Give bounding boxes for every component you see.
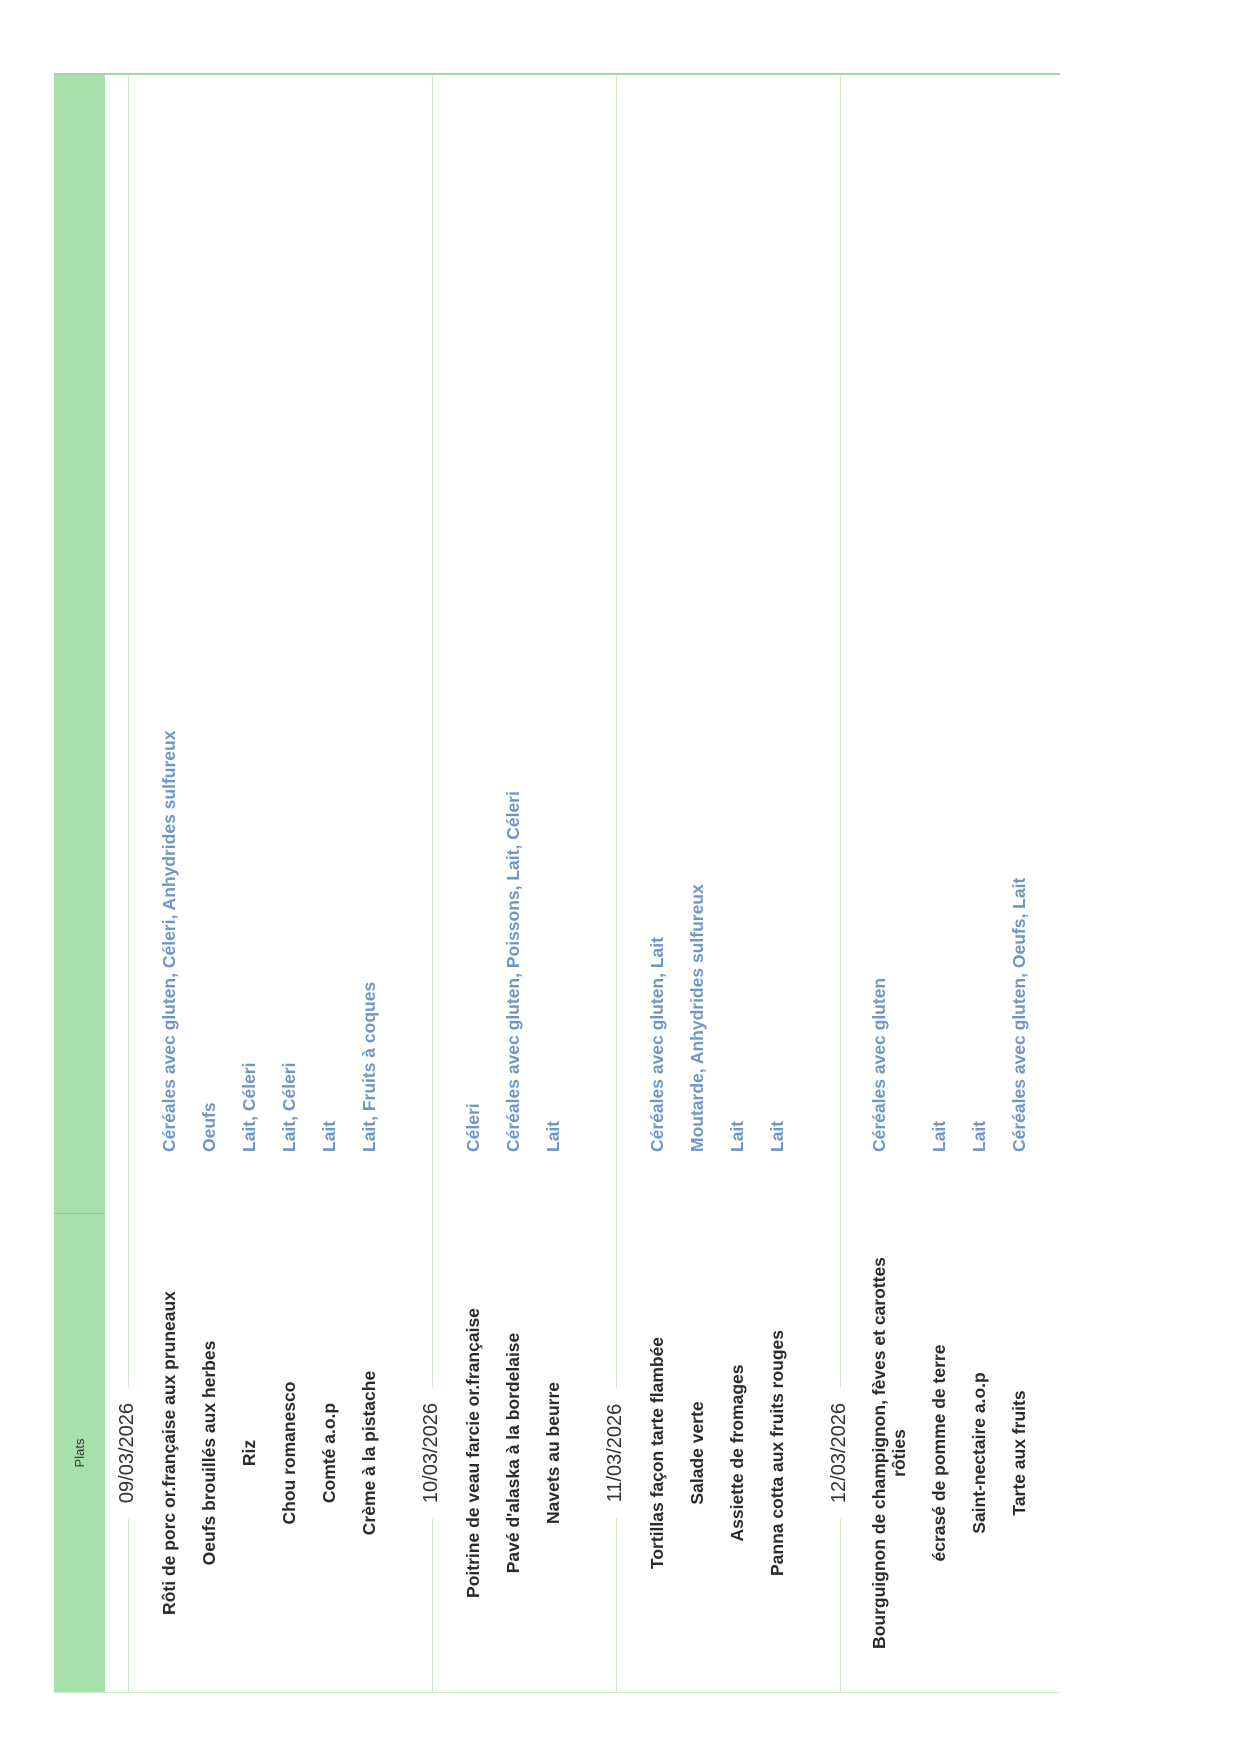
table-row <box>309 75 349 1692</box>
table-row <box>959 75 999 1692</box>
allergen-menu-table <box>54 73 1060 1693</box>
table-row <box>269 75 309 1692</box>
dish-name: Crème à la pistache <box>359 1370 379 1536</box>
dish-allergens: Céréales avec gluten, Céleri, Anhydrides sulfureux <box>159 730 179 1152</box>
dish-allergens: Lait, Céleri <box>279 1062 299 1152</box>
date-label: 09/03/2026 <box>116 1387 138 1519</box>
table-row <box>349 75 389 1692</box>
dish-name: Panna cotta aux fruits rouges <box>767 1329 787 1577</box>
table-row <box>861 75 919 1692</box>
dish-name: Chou romanesco <box>279 1381 299 1525</box>
table-row <box>999 75 1039 1692</box>
dish-name: Tarte aux fruits <box>1009 1390 1029 1516</box>
table-row <box>453 75 493 1692</box>
dish-name: Pavé d'alaska à la bordelaise <box>503 1332 523 1574</box>
date-cell <box>593 1214 639 1692</box>
day-group <box>817 75 1059 1692</box>
date-label: 10/03/2026 <box>420 1387 442 1519</box>
dish-allergens: Céréales avec gluten <box>869 977 889 1152</box>
table-row <box>533 75 573 1692</box>
day-group <box>593 75 817 1692</box>
dish-name: Tortillas façon tarte flambée <box>647 1336 667 1570</box>
table-body <box>105 75 1059 1692</box>
date-row <box>593 75 637 1692</box>
dish-allergens: Céréales avec gluten, Oeufs, Lait <box>1009 877 1029 1152</box>
date-label: 12/03/2026 <box>828 1387 850 1519</box>
table-row <box>717 75 757 1692</box>
dish-allergens: Lait <box>969 1120 989 1152</box>
dish-name: Bourguignon de champignon, fèves et carottes rôties <box>869 1257 909 1649</box>
dish-allergens: Moutarde, Anhydrides sulfureux <box>687 884 707 1152</box>
dish-name: Poitrine de veau farcie or.française <box>463 1308 483 1598</box>
table-row <box>229 75 269 1692</box>
dish-allergens: Lait <box>767 1120 787 1152</box>
dish-name: écrasé de pomme de terre <box>929 1344 949 1562</box>
header-column-divider <box>54 1213 105 1214</box>
dish-name: Riz <box>239 1439 259 1467</box>
date-row <box>105 75 149 1692</box>
date-cell <box>409 1214 455 1692</box>
table-row <box>493 75 533 1692</box>
dish-allergens: Lait, Céleri <box>239 1062 259 1152</box>
table-row <box>189 75 229 1692</box>
dish-allergens: Oeufs <box>199 1102 219 1152</box>
dish-name: Saint-nectaire a.o.p <box>969 1372 989 1534</box>
table-row <box>757 75 797 1692</box>
date-cell <box>105 1214 151 1692</box>
header-plats: Plats <box>72 1438 87 1468</box>
date-label: 11/03/2026 <box>604 1388 626 1519</box>
day-group <box>105 75 409 1692</box>
dish-allergens: Lait <box>543 1120 563 1152</box>
dish-allergens: Céréales avec gluten, Poissons, Lait, Céleri <box>503 791 523 1152</box>
dish-allergens: Lait <box>929 1120 949 1152</box>
table-row <box>919 75 959 1692</box>
dish-name: Oeufs brouillés aux herbes <box>199 1340 219 1566</box>
dish-name: Navets au beurre <box>543 1382 563 1525</box>
date-row <box>817 75 861 1692</box>
table-row <box>149 75 189 1692</box>
day-group <box>409 75 593 1692</box>
table-header <box>54 75 105 1692</box>
dish-name: Salade verte <box>687 1401 707 1505</box>
dish-allergens: Céréales avec gluten, Lait <box>647 937 667 1152</box>
date-row <box>409 75 453 1692</box>
dish-allergens: Lait, Fruits à coques <box>359 981 379 1152</box>
dish-allergens: Lait <box>319 1120 339 1152</box>
dish-name: Comté a.o.p <box>319 1402 339 1504</box>
dish-allergens: Céleri <box>463 1103 483 1152</box>
dish-name: Rôti de porc or.française aux pruneaux <box>159 1291 179 1615</box>
table-row <box>637 75 677 1692</box>
table-row <box>677 75 717 1692</box>
dish-name: Assiette de fromages <box>727 1364 747 1542</box>
date-cell <box>817 1214 863 1692</box>
dish-allergens: Lait <box>727 1120 747 1152</box>
